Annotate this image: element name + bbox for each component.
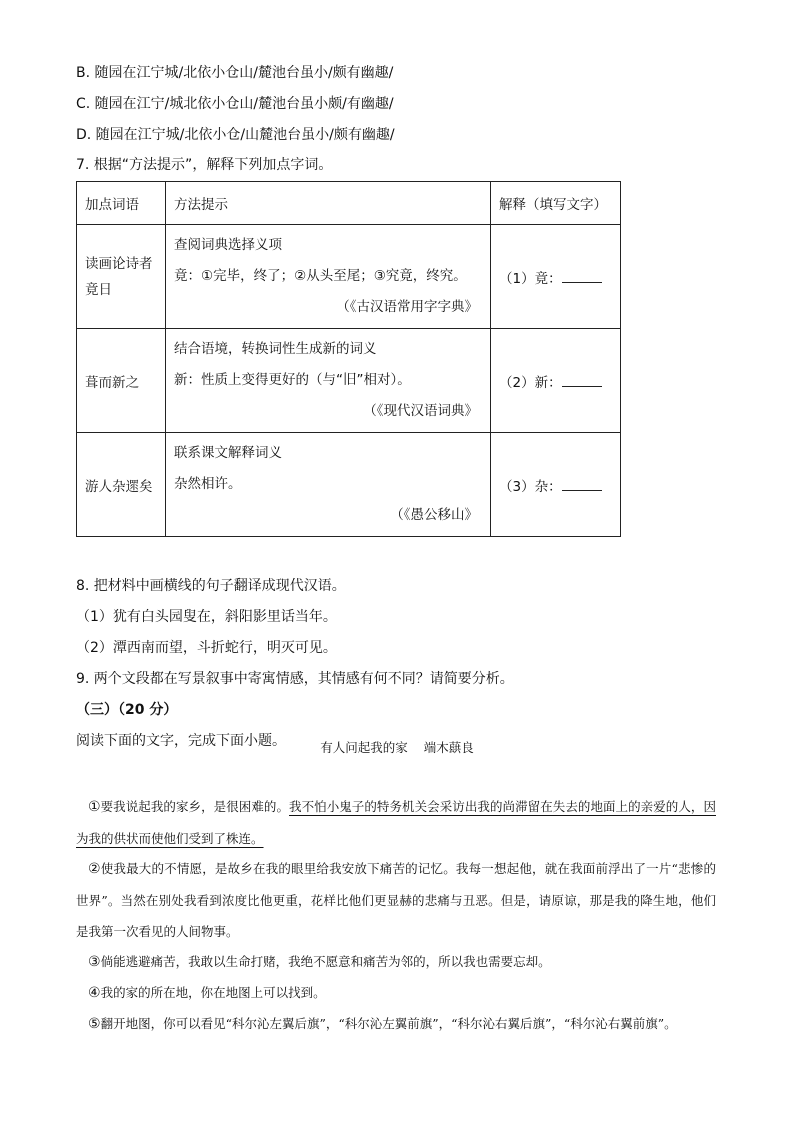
table-row xyxy=(77,225,621,329)
paragraph-number: ③ xyxy=(88,954,101,970)
paragraph-5 xyxy=(76,1008,716,1040)
row-word xyxy=(77,329,166,433)
header-answer: 解释（填写文字） xyxy=(491,182,621,225)
word-line: 葺而新之 xyxy=(85,374,139,391)
row-word xyxy=(77,225,166,329)
hint-definition: 竟：①完毕，终了；②从头至尾；③究竟，终究。 xyxy=(174,268,467,284)
underlined-sentence: 我不怕小鬼子的特务机关会采访出我的尚滞留在失去的地面上的亲爱的人，因为我的供状而使他们受到了株连。 xyxy=(76,799,716,846)
word-line: 读画论诗者 xyxy=(85,255,153,272)
header-hint: 方法提示 xyxy=(166,182,491,225)
answer-label: （1）竟： xyxy=(499,270,562,287)
q7-prompt: 7. 根据“方法提示”，解释下列加点字词。 xyxy=(76,157,333,173)
row-answer xyxy=(491,433,621,537)
paragraph-2 xyxy=(76,853,716,947)
q8-prompt: 8. 把材料中画横线的句子翻译成现代汉语。 xyxy=(76,578,346,594)
section-instruction: 阅读下面的文字，完成下面小题。 xyxy=(76,733,286,749)
paragraph-text: 倘能逃避痛苦，我敢以生命打赌，我绝不愿意和痛苦为邻的，所以我也需要忘却。 xyxy=(100,954,551,969)
row-hint xyxy=(166,225,491,329)
hint-source: （《愚公移山》 xyxy=(390,507,478,523)
article-author: 端木蕻良 xyxy=(423,740,474,755)
header-word: 加点词语 xyxy=(77,182,166,225)
paragraph-3 xyxy=(76,946,716,978)
option-c: C. 随园在江宁/城北依小仓山/麓池台虽小颇/有幽趣/ xyxy=(76,96,394,112)
table-row xyxy=(77,433,621,537)
hint-source: （《古汉语常用字字典》 xyxy=(336,299,478,315)
row-answer xyxy=(491,225,621,329)
hint-method: 联系课文解释词义 xyxy=(174,445,282,461)
answer-blank[interactable] xyxy=(562,374,602,387)
row-hint xyxy=(166,329,491,433)
row-hint xyxy=(166,433,491,537)
q8-item-2: （2）潭西南而望，斗折蛇行，明灭可见。 xyxy=(76,640,337,656)
paragraph-1 xyxy=(76,791,716,854)
paragraph-4 xyxy=(76,977,716,1009)
row-word xyxy=(77,433,166,537)
hint-method: 查阅词典选择义项 xyxy=(174,237,282,253)
answer-label: （3）杂： xyxy=(499,478,562,495)
paragraph-text: 要我说起我的家乡，是很困难的。 xyxy=(100,799,290,814)
row-answer xyxy=(491,329,621,433)
paragraph-number: ④ xyxy=(88,985,101,1001)
word-line: 竟日 xyxy=(85,281,112,298)
answer-blank[interactable] xyxy=(562,478,602,491)
hint-method: 结合语境，转换词性生成新的词义 xyxy=(174,341,377,357)
article-title: 有人问起我的家 xyxy=(320,740,408,755)
answer-blank[interactable] xyxy=(562,270,602,283)
hint-definition: 杂然相许。 xyxy=(174,476,242,492)
section-title: （三）（20 分） xyxy=(76,702,178,718)
paragraph-text: 翻开地图，你可以看见“科尔沁左翼后旗”，“科尔沁左翼前旗”，“科尔沁右翼后旗”，“科尔沁右翼前旗”。 xyxy=(100,1016,677,1031)
paragraph-text: 使我最大的不情愿，是故乡在我的眼里给我安放下痛苦的记忆。我每一想起他，就在我面前浮出了一片“悲惨的世界”。当然在别处我看到浓度比他更重，花样比他们更显赫的悲痛与丑恶。但是，请原谅，那是我的降生地，他们是我第一次看见的人间物事。 xyxy=(76,861,716,939)
table-row xyxy=(77,329,621,433)
answer-label: （2）新： xyxy=(499,374,562,391)
q9-prompt: 9. 两个文段都在写景叙事中寄寓情感，其情感有何不同？请简要分析。 xyxy=(76,671,514,687)
q7-table xyxy=(76,181,621,537)
paragraph-number: ② xyxy=(88,861,101,877)
option-d: D. 随园在江宁城/北依小仓/山麓池台虽小/颇有幽趣/ xyxy=(76,127,395,143)
word-line: 游人杂遝矣 xyxy=(85,478,153,495)
hint-definition: 新：性质上变得更好的（与“旧”相对）。 xyxy=(174,372,411,388)
paragraph-number: ⑤ xyxy=(88,1016,101,1032)
option-b: B. 随园在江宁城/北依小仓山/麓池台虽小/颇有幽趣/ xyxy=(76,65,394,81)
table-header-row xyxy=(77,182,621,225)
article-heading xyxy=(0,738,794,756)
paragraph-text: 我的家的所在地，你在地图上可以找到。 xyxy=(100,985,326,1000)
q8-item-1: （1）犹有白头园叟在，斜阳影里话当年。 xyxy=(76,609,337,625)
paragraph-number: ① xyxy=(88,799,101,815)
hint-source: （《现代汉语词典》 xyxy=(363,403,478,419)
